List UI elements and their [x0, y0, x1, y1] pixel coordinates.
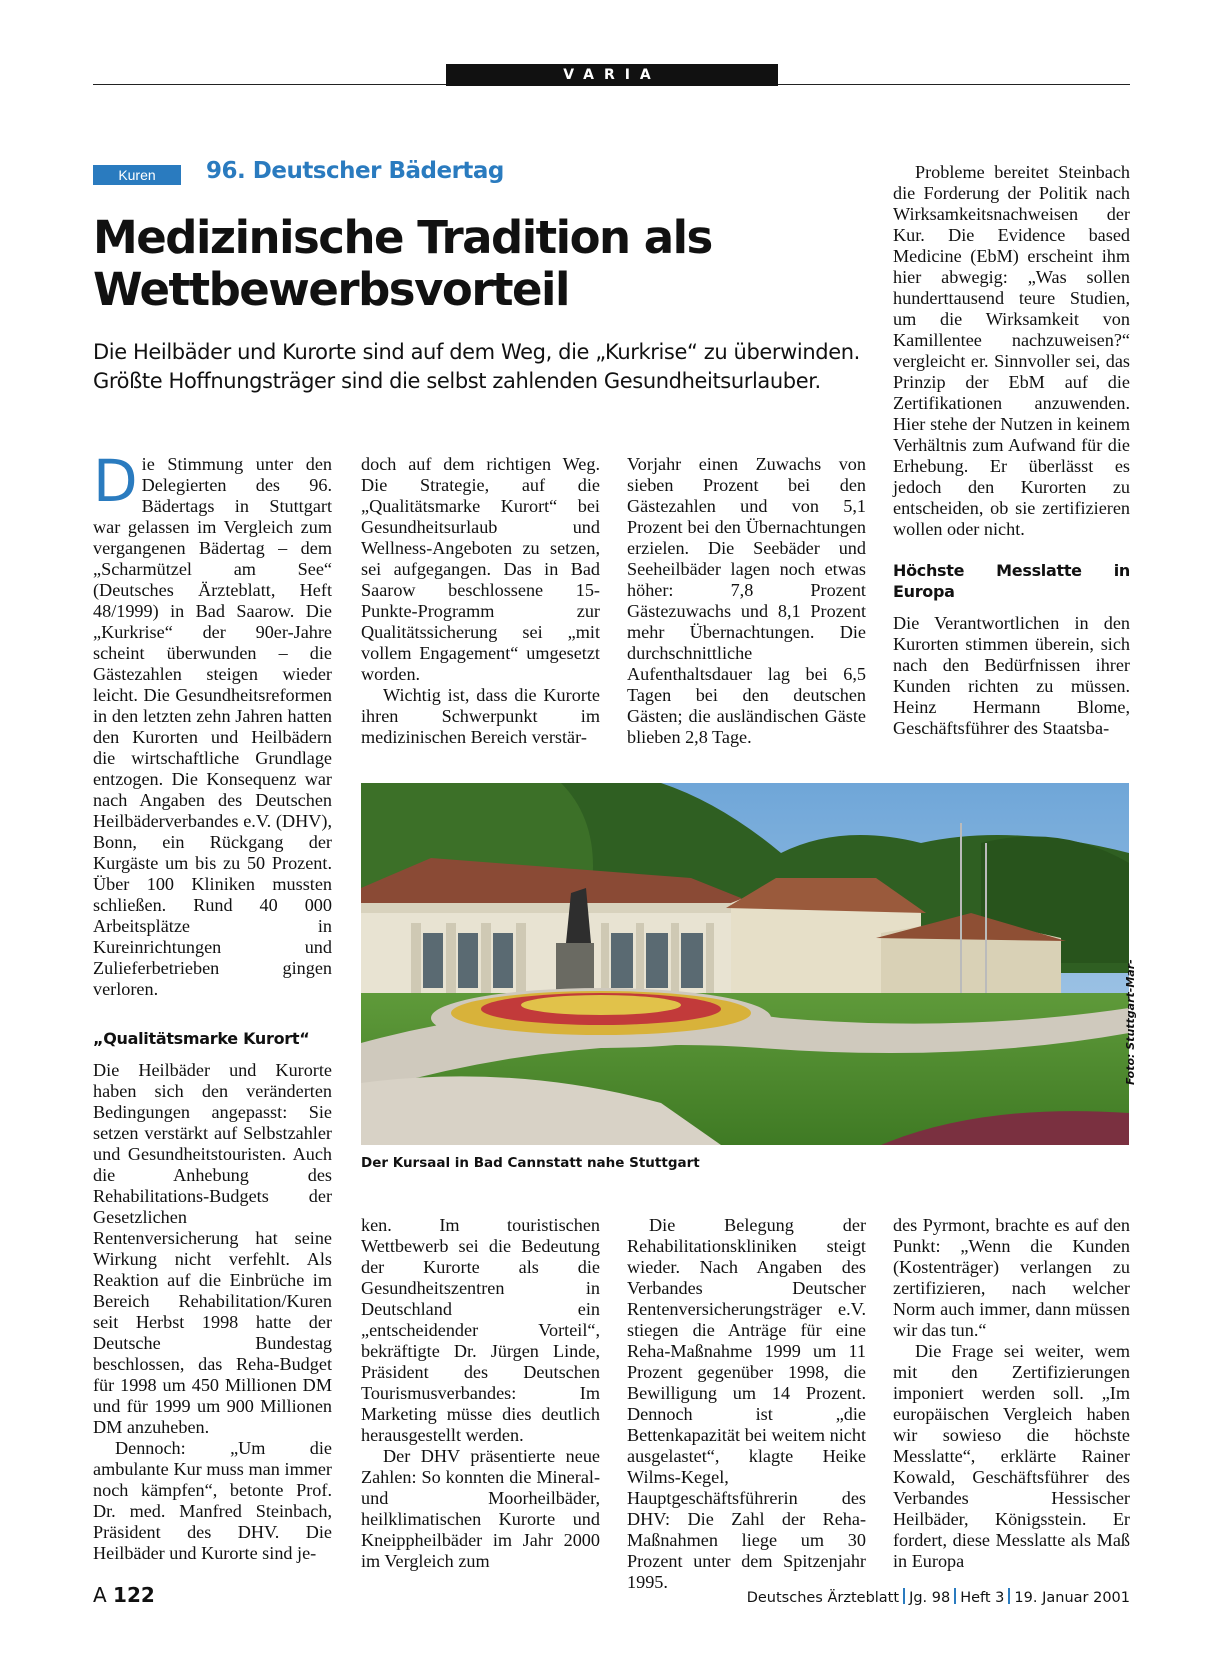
photo-credit: Foto: Stuttgart-Mar- — [1124, 959, 1137, 1085]
paragraph: Die Belegung der Rehabilitationskliniken steigt wieder. Nach Angaben des Verbandes Deutscher Rentenversicherungsträger e.V. stiegen die Anträge für eine Reha-Maßnahme 1999 um 11 Prozent gegenüber 1998, die Bewilligung um 14 Prozent. Dennoch ist „die Bettenkapazität bei weitem nicht ausgelastet“, klagte Heike Wilms-Kegel, Hauptgeschäftsführerin des DHV: Die Zahl der Reha-Maßnahmen liege um 30 Prozent unter dem Spitzenjahr 1995. — [627, 1215, 866, 1592]
paragraph: ie Stimmung unter den Delegierten des 96. Bädertags in Stuttgart war gelassen im Vergleich zum vergangenen Bädertag – dem „Scharmützel am See“ (Deutsches Ärzteblatt, Heft 48/1999) in Bad Saarow. Die „Kurkrise“ der 90er-Jahre scheint überwunden – die Gästezahlen steigen wieder leicht. Die Gesundheitsreformen in den letzten zehn Jahren hatten den Kurorten und Heilbädern die wirtschaftliche Grundlage entzogen. Die Konsequenz war nach Angaben des Deutschen Heilbäderverbandes e.V. (DHV), Bonn, ein Rückgang der Kurgäste um bis zu 50 Prozent. Über 100 Kliniken mussten schließen. Rund 40 000 Arbeitsplätze in Kureinrichtungen und Zulieferbetrieben gingen verloren. — [93, 454, 332, 999]
paragraph: doch auf dem richtigen Weg. Die Strategie, auf die „Qualitätsmarke Kurort“ bei Gesundheitsurlaub und Wellness-Angeboten zu setzen, sei aufgegangen. Das in Bad Saarow beschlossene 15-Punkte-Programm zur Qualitätssicherung sei „mit vollem Engagement“ umgesetzt worden. — [361, 454, 600, 684]
column-3-bottom — [627, 1215, 866, 1593]
column-3-top — [627, 454, 866, 748]
article-kicker: 96. Deutscher Bädertag — [206, 158, 504, 184]
drop-cap: D — [93, 447, 138, 515]
footer — [747, 1588, 1130, 1606]
article-headline — [93, 212, 793, 316]
topic-tag: Kuren — [93, 165, 181, 185]
footer-separator — [1008, 1588, 1010, 1604]
column-4-bottom — [893, 1215, 1130, 1572]
footer-separator — [954, 1588, 956, 1604]
subheading: Höchste Messlatte in Europa — [893, 561, 1130, 601]
paragraph: des Pyrmont, brachte es auf den Punkt: „Wenn die Kunden (Kostenträger) verlangen zu zertifizieren, nach welcher Norm auch immer, dann müssen wir das tun.“ — [893, 1215, 1130, 1340]
paragraph: Dennoch: „Um die ambulante Kur muss man immer noch kämpfen“, betonte Prof. Dr. med. Manfred Steinbach, Präsident des DHV. Die Heilbäder und Kurorte sind je- — [93, 1438, 332, 1563]
page-prefix: A — [93, 1583, 107, 1607]
photo-caption: Der Kursaal in Bad Cannstatt nahe Stuttgart — [361, 1155, 700, 1171]
paragraph: Der DHV präsentierte neue Zahlen: So konnten die Mineral- und Moorheilbäder, heilklimatischen Kurorte und Kneippheilbäder im Jahr 2000 im Vergleich zum — [361, 1446, 600, 1571]
footer-date: 19. Januar 2001 — [1014, 1590, 1130, 1606]
paragraph: ken. Im touristischen Wettbewerb sei die Bedeutung der Kurorte als die Gesundheitszentren in Deutschland ein „entscheidender Vorteil“, bekräftigte Dr. Jürgen Linde, Präsident des Deutschen Tourismusverbandes: Im Marketing müsse dies deutlich herausgestellt werden. — [361, 1215, 600, 1445]
column-2-top — [361, 454, 600, 748]
footer-separator — [903, 1588, 905, 1604]
footer-issue: Heft 3 — [960, 1590, 1005, 1606]
column-2-bottom — [361, 1215, 600, 1572]
section-label: VARIA — [446, 64, 778, 86]
paragraph: Die Verantwortlichen in den Kurorten stimmen überein, sich nach den Bedürfnissen ihrer Kunden richten zu müssen. Heinz Hermann Blome, Geschäftsführer des Staatsba- — [893, 613, 1130, 738]
paragraph: Probleme bereitet Steinbach die Forderung der Politik nach Wirksamkeitsnachweisen der Kur. Die Evidence based Medicine (EbM) erscheint ihm hier abwegig: „Was sollen hunderttausend teure Studien, um die Wirksamkeit von Kamillentee nachzuweisen?“ vergleicht er. Sinnvoller sei, das Prinzip der EbM auf die Zertifikationen anzuwenden. Hier stehe der Nutzen in keinem Verhältnis zum Aufwand für die Erhebung. Er überlässt es jedoch den Kurorten zu entscheiden, ob sie zertifizieren wollen oder nicht. — [893, 162, 1130, 539]
page-number — [93, 1583, 155, 1607]
column-1 — [93, 447, 332, 1564]
footer-volume: Jg. 98 — [909, 1590, 951, 1606]
headline-line-2: Wettbewerbsvorteil — [93, 263, 569, 316]
kursaal-photo — [361, 783, 1129, 1145]
column-4-top — [893, 162, 1130, 739]
article-lead: Die Heilbäder und Kurorte sind auf dem Weg, die „Kurkrise“ zu überwinden. Größte Hoffnungsträger sind die selbst zahlenden Gesundheitsurlauber. — [93, 340, 860, 393]
page-number-value: 122 — [113, 1583, 155, 1607]
headline-line-1: Medizinische Tradition als — [93, 211, 712, 264]
paragraph: Vorjahr einen Zuwachs von sieben Prozent bei den Gästezahlen und von 5,1 Prozent bei den Übernachtungen erzielen. Die Seebäder und Seeheilbäder lagen noch etwas höher: 7,8 Prozent Gästezuwachs und 8,1 Prozent mehr Übernachtungen. Die durchschnittliche Aufenthaltsdauer lag bei 6,5 Tagen bei den deutschen Gästen; die ausländischen Gäste blieben 2,8 Tage. — [627, 454, 866, 747]
paragraph: Die Heilbäder und Kurorte haben sich den veränderten Bedingungen angepasst: Sie setzen verstärkt auf Selbstzahler und Gesundheitstouristen. Auch die Anhebung des Rehabilitations-Budgets der Gesetzlichen Rentenversicherung hat seine Wirkung nicht verfehlt. Als Reaktion auf die Einbrüche im Bereich Rehabilitation/Kuren seit Herbst 1998 hatte der Deutsche Bundestag beschlossen, das Reha-Budget für 1998 um 450 Millionen DM und für 1999 um 900 Millionen DM anzuheben. — [93, 1060, 332, 1437]
paragraph: Wichtig ist, dass die Kurorte ihren Schwerpunkt im medizinischen Bereich verstär- — [361, 685, 600, 747]
paragraph: Die Frage sei weiter, wem mit den Zertifizierungen imponiert werden soll. „Im europäischen Vergleich haben wir sowieso die höchste Messlatte“, erklärte Rainer Kowald, Geschäftsführer des Verbandes Hessischer Heilbäder, Königsstein. Er fordert, diese Messlatte als Maß in Europa — [893, 1341, 1130, 1571]
footer-journal: Deutsches Ärzteblatt — [746, 1590, 900, 1606]
subheading: „Qualitätsmarke Kurort“ — [93, 1029, 310, 1048]
